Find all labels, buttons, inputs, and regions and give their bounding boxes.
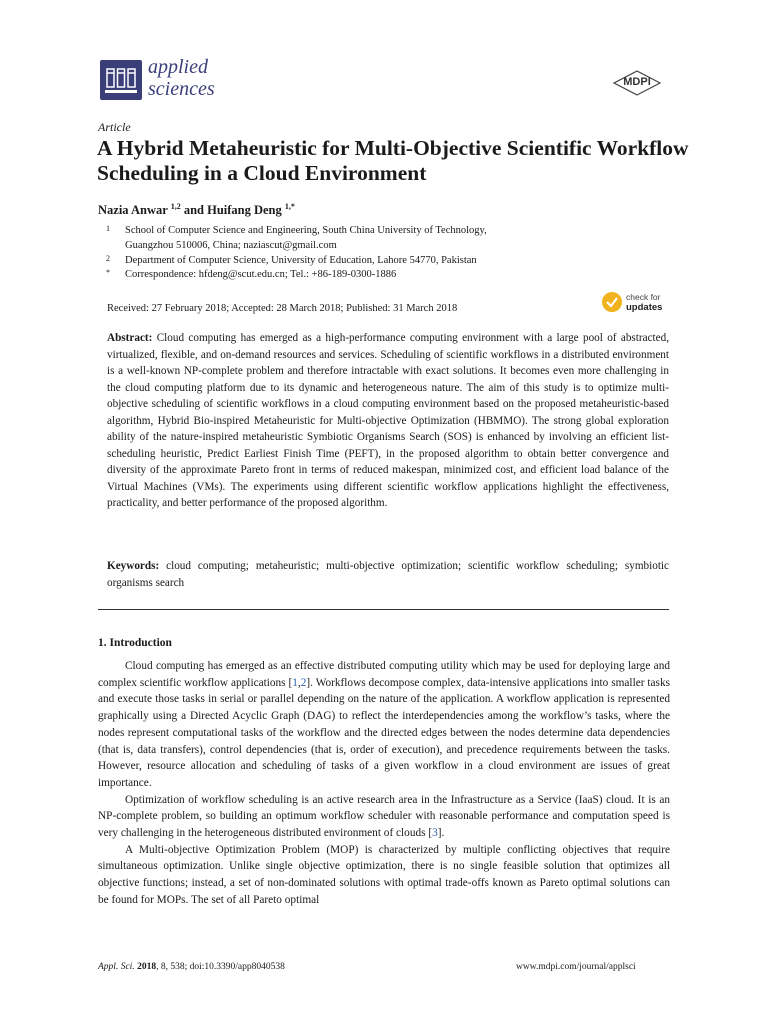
journal-logo-icon xyxy=(100,60,142,100)
author-name: Huifang Deng xyxy=(207,203,282,218)
affiliation-text: School of Computer Science and Engineering, South China University of Technology, xyxy=(125,225,487,236)
correspondence-text: Correspondence: hfdeng@scut.edu.cn; Tel.: +86-189-0300-1886 xyxy=(125,269,397,280)
mdpi-logo-text: MDPI xyxy=(623,76,651,88)
check-for-updates-badge[interactable] xyxy=(602,291,674,315)
section-heading: 1. Introduction xyxy=(98,637,172,649)
paragraph: Cloud computing has emerged as an effective distributed computing utility which may be used for deploying large and complex scientific workflow applications [1,2]. Workflows decompose complex, data-intensive applications into smaller tasks and execute those tasks in serial or parallel depending on the nature of the application. A workflow application is represented graphically using a Directed Acyclic Graph (DAG) to reflect the interdependencies among the workflow’s tasks, where the nodes represent computational tasks of the workflow and the directed edges between the nodes determine data dependencies (that is, data transfers), control dependencies (that is, order of execution), and precedence requirements between the tasks. However, resource allocation and scheduling of tasks of a given workflow in a cloud environment are issues of great importance. xyxy=(98,660,670,789)
introduction-body xyxy=(98,658,670,909)
footer-journal-url[interactable]: www.mdpi.com/journal/applsci xyxy=(516,962,636,972)
author-affiliation-mark: 1,2 xyxy=(170,202,181,211)
footer-citation: Appl. Sci. 2018, 8, 538; doi:10.3390/app8040538 xyxy=(98,962,285,972)
citation-link[interactable]: 3 xyxy=(432,827,438,840)
check-for-updates-label: check for updates xyxy=(626,292,663,313)
affiliation-number: * xyxy=(106,268,110,277)
journal-name: applied sciences xyxy=(148,56,215,100)
author-list xyxy=(98,202,295,218)
affiliation-number: 2 xyxy=(106,254,110,263)
abstract-label: Abstract: xyxy=(107,332,153,344)
affiliation-number: 1 xyxy=(106,224,110,233)
author-name: Nazia Anwar xyxy=(98,203,168,218)
paragraph: A Multi-objective Optimization Problem (MOP) is characterized by multiple conflicting objectives that require simultaneous optimization. Unlike single objective optimization, there is no single feasible solution that optimizes all objective functions; instead, a set of non-dominated solutions with optimal trade-offs known as Pareto optimal solutions can be found for MOPs. The set of all Pareto optimal xyxy=(98,843,670,906)
abstract-text: Cloud computing has emerged as a high-performance computing environment with a large pool of abstracted, virtualized, flexible, and on-demand resources and services. Scheduling of scientific workflows in a distributed environment is a well-known NP-complete problem and therefore intractable with exact solutions. It becomes even more challenging in the cloud computing platform due to its dynamic and heterogeneous nature. The aim of this study is to optimize multi-objective scheduling of scientific workflows in a cloud computing environment based on the proposed metaheuristic-based algorithm, Hybrid Bio-inspired Metaheuristic for Multi-objective Optimization (HBMMO). The strong global exploration ability of the nature-inspired metaheuristic Symbiotic Organisms Search (SOS) is enhanced by involving an efficient list-scheduling heuristic, Predict Earliest Finish Time (PEFT), in the proposed algorithm to obtain better convergence and diversity of the approximate Pareto front in terms of reduced makespan, minimized cost, and efficient load balance of the Virtual Machines (VMs). The experiments using different scientific workflow applications highlight the effectiveness, practicality, and better performance of the proposed algorithm. xyxy=(107,332,670,509)
author-conjunction: and xyxy=(183,203,204,218)
check-icon xyxy=(602,292,622,312)
citation-link[interactable]: 2 xyxy=(300,676,307,689)
abstract xyxy=(107,330,669,512)
citation-link[interactable]: 1 xyxy=(292,676,298,689)
publication-dates: Received: 27 February 2018; Accepted: 28 March 2018; Published: 31 March 2018 xyxy=(107,303,458,314)
keywords-text: cloud computing; metaheuristic; multi-objective optimization; scientific workflow scheduling; symbiotic organisms search xyxy=(107,560,670,589)
keywords-label: Keywords: xyxy=(107,560,160,572)
mdpi-logo xyxy=(612,70,662,96)
paragraph: Optimization of workflow scheduling is an active research area in the Infrastructure as a Service (IaaS) cloud. It is an NP-complete problem, so building an optimum workflow scheduler with reasonable performance and computation speed is very challenging in the heterogeneous distributed environment of clouds [3]. xyxy=(98,793,670,840)
article-type: Article xyxy=(98,120,131,134)
journal-logo xyxy=(100,58,240,106)
paper-title: A Hybrid Metaheuristic for Multi-Objective Scientific Workflow Scheduling in a Cloud Environment xyxy=(97,136,689,185)
section-divider xyxy=(98,609,669,610)
affiliation-text: Guangzhou 510006, China; naziascut@gmail.com xyxy=(125,240,337,251)
author-affiliation-mark: 1,* xyxy=(284,202,295,211)
keywords xyxy=(107,558,669,591)
affiliation-text: Department of Computer Science, University of Education, Lahore 54770, Pakistan xyxy=(125,255,477,266)
